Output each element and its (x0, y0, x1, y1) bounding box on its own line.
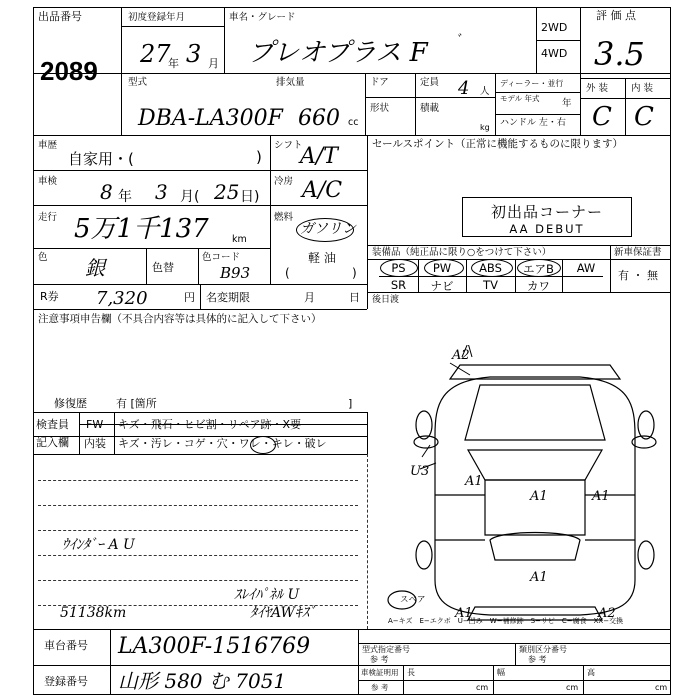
exterior-grade: C (592, 102, 612, 132)
equipment-label: 装備品（純正品に限り○をつけて下さい） (372, 247, 552, 258)
note-slide-panel: ｽﾚｲﾊﾟﾈﾙ U (234, 587, 300, 603)
mileage-value: 5万1千137 (74, 214, 209, 244)
note-tire: ﾀｲﾔAWｷｽﾞ (250, 605, 316, 621)
displacement-label: 排気量 (276, 77, 305, 88)
name-change-label: 名変期限 (206, 291, 250, 304)
fw-label: FW (86, 418, 104, 431)
model-value: DBA-LA300F (138, 106, 283, 131)
equip-tv: TV (483, 278, 498, 292)
inspection-month: 3 (155, 180, 168, 204)
capacity-value: 4 (458, 78, 470, 99)
equip-circle-airbag (517, 259, 561, 277)
car-name: プレオプラス F (248, 38, 428, 68)
equip-circle-abs (471, 259, 513, 277)
spare-label: スペア (400, 595, 426, 605)
recycle-value: 7,320 (96, 288, 148, 309)
inspection-year: 8 (100, 180, 113, 204)
exterior-label: 外 装 (586, 83, 609, 94)
fuel-label: 燃料 (274, 212, 294, 223)
after-label: 後日渡 (372, 295, 400, 305)
equip-sr: SR (390, 278, 407, 292)
damage-legend: A−キズ E−エクボ U−凹み W−補修跡 S−サビ C−腐食 XX−交換 (388, 617, 624, 625)
aircon-label: 冷房 (274, 176, 294, 187)
inspection-label: 車検 (38, 176, 58, 187)
recycle-label: R券 (40, 290, 59, 303)
equip-navi: ナビ (430, 279, 454, 293)
car-diagram (380, 345, 670, 630)
first-reg-year: 27 (140, 40, 171, 68)
fuel-light-oil: 軽 油 (308, 251, 336, 265)
model-label: 型式 (128, 77, 148, 88)
lot-label: 出品番号 (38, 10, 82, 23)
history-label: 車歴 (38, 140, 58, 151)
shape-label: 形状 (370, 103, 390, 114)
drive-2wd: 2WD (541, 21, 568, 34)
repair-value: 有 [箇所 (116, 397, 157, 410)
sales-point-label: セールスポイント（正常に機能するものに限ります） (372, 138, 624, 150)
inspector-label1: 検査員 (36, 418, 69, 431)
mark-rear-right: A2 (598, 606, 616, 621)
reg-label: 登録番号 (44, 675, 88, 688)
note-mileage: 51138km (60, 605, 127, 621)
interior-defect-label: 内装 (84, 437, 106, 450)
mark-left-front: U3 (410, 464, 430, 479)
shift-value: A/T (300, 144, 338, 169)
chassis-value: LA300F-1516769 (118, 634, 311, 659)
equip-abs: ABS (479, 261, 502, 275)
fuel-gasoline: ガソリン (300, 221, 356, 237)
load-label: 積載 (420, 103, 440, 114)
debut-line2: AA DEBUT (509, 222, 585, 236)
mark-roof: A1 (530, 489, 548, 504)
capacity-label: 定員 (420, 77, 440, 88)
aircon-value: A/C (302, 178, 343, 203)
interior-defect-items: キズ・汚レ・コゲ・穴・ワレ・キレ・破レ (118, 437, 327, 450)
color-value: 銀 (85, 256, 105, 280)
equip-pw: PW (432, 261, 452, 275)
notes-label: 注意事項申告欄（不具合内容等は具体的に記入して下さい） (38, 313, 322, 325)
repair-label: 修復歴 (54, 397, 87, 410)
warranty-value: 有 ・ 無 (618, 269, 658, 282)
rating-value: 3.5 (594, 35, 645, 73)
width-label: 幅 (497, 668, 505, 677)
interior-circle (250, 436, 276, 454)
color-change-label: 色替 (152, 261, 174, 274)
equip-circle-ps (380, 259, 418, 277)
type-designation-label: 型式指定番号 (362, 645, 410, 654)
color-code-value: B93 (220, 264, 251, 282)
class-label: 類別区分番号 (519, 645, 567, 654)
equip-leather: カワ (527, 279, 550, 293)
mark-rear: A1 (530, 570, 548, 585)
inspector-label2: 記入欄 (36, 436, 69, 449)
length-label: 長 (407, 668, 415, 677)
debut-box (462, 197, 632, 237)
interior-grade: C (634, 102, 654, 132)
debut-line1: 初出品コーナー (490, 203, 603, 221)
fw-items: キズ・飛石・ヒビ割・リペア跡・X要 (118, 418, 302, 431)
height-label: 高 (587, 668, 595, 677)
drive-4wd: 4WD (541, 47, 568, 60)
chassis-label: 車台番号 (44, 639, 88, 652)
equip-airbag: エアB (523, 262, 554, 276)
reg-value: 山形 580 む 7051 (118, 669, 287, 693)
door-label: ドア (370, 77, 389, 88)
car-name-label: 車名・グレード (229, 12, 296, 23)
mark-right-door: A1 (592, 489, 610, 504)
model-year-label: モデル 年式 (500, 94, 540, 103)
interior-label: 内 装 (631, 83, 654, 94)
dealer-label: ディーラー・並行 (500, 79, 564, 88)
first-reg-label: 初度登録年月 (128, 12, 186, 23)
first-reg-month: 3 (186, 40, 202, 68)
mark-left-door: A1 (465, 474, 483, 489)
gasoline-circle (296, 218, 354, 242)
equip-circle-pw (424, 259, 464, 277)
inspection-day: 25 (214, 180, 240, 204)
shift-label: シフト (274, 140, 303, 151)
mileage-label: 走行 (38, 212, 58, 223)
handle-label: ハンドル 左・右 (500, 118, 566, 128)
color-label: 色 (38, 252, 48, 263)
history-value: 自家用・( (68, 150, 134, 168)
cert-label: 車検証明用 (361, 668, 399, 677)
mark-front: A2 (452, 348, 470, 363)
note-winder: ｳｲﾝﾀﾞｰ A U (62, 537, 135, 553)
lot-number: 2089 (40, 56, 98, 86)
mark-rear-left: A1 (455, 606, 473, 621)
displacement-value: 660 (298, 106, 340, 131)
equip-ps: PS (391, 261, 406, 275)
equip-aw: AW (576, 261, 596, 275)
rating-label: 評 価 点 (596, 9, 636, 22)
color-code-label: 色コード (202, 252, 241, 263)
warranty-label: 新車保証書 (614, 247, 662, 258)
